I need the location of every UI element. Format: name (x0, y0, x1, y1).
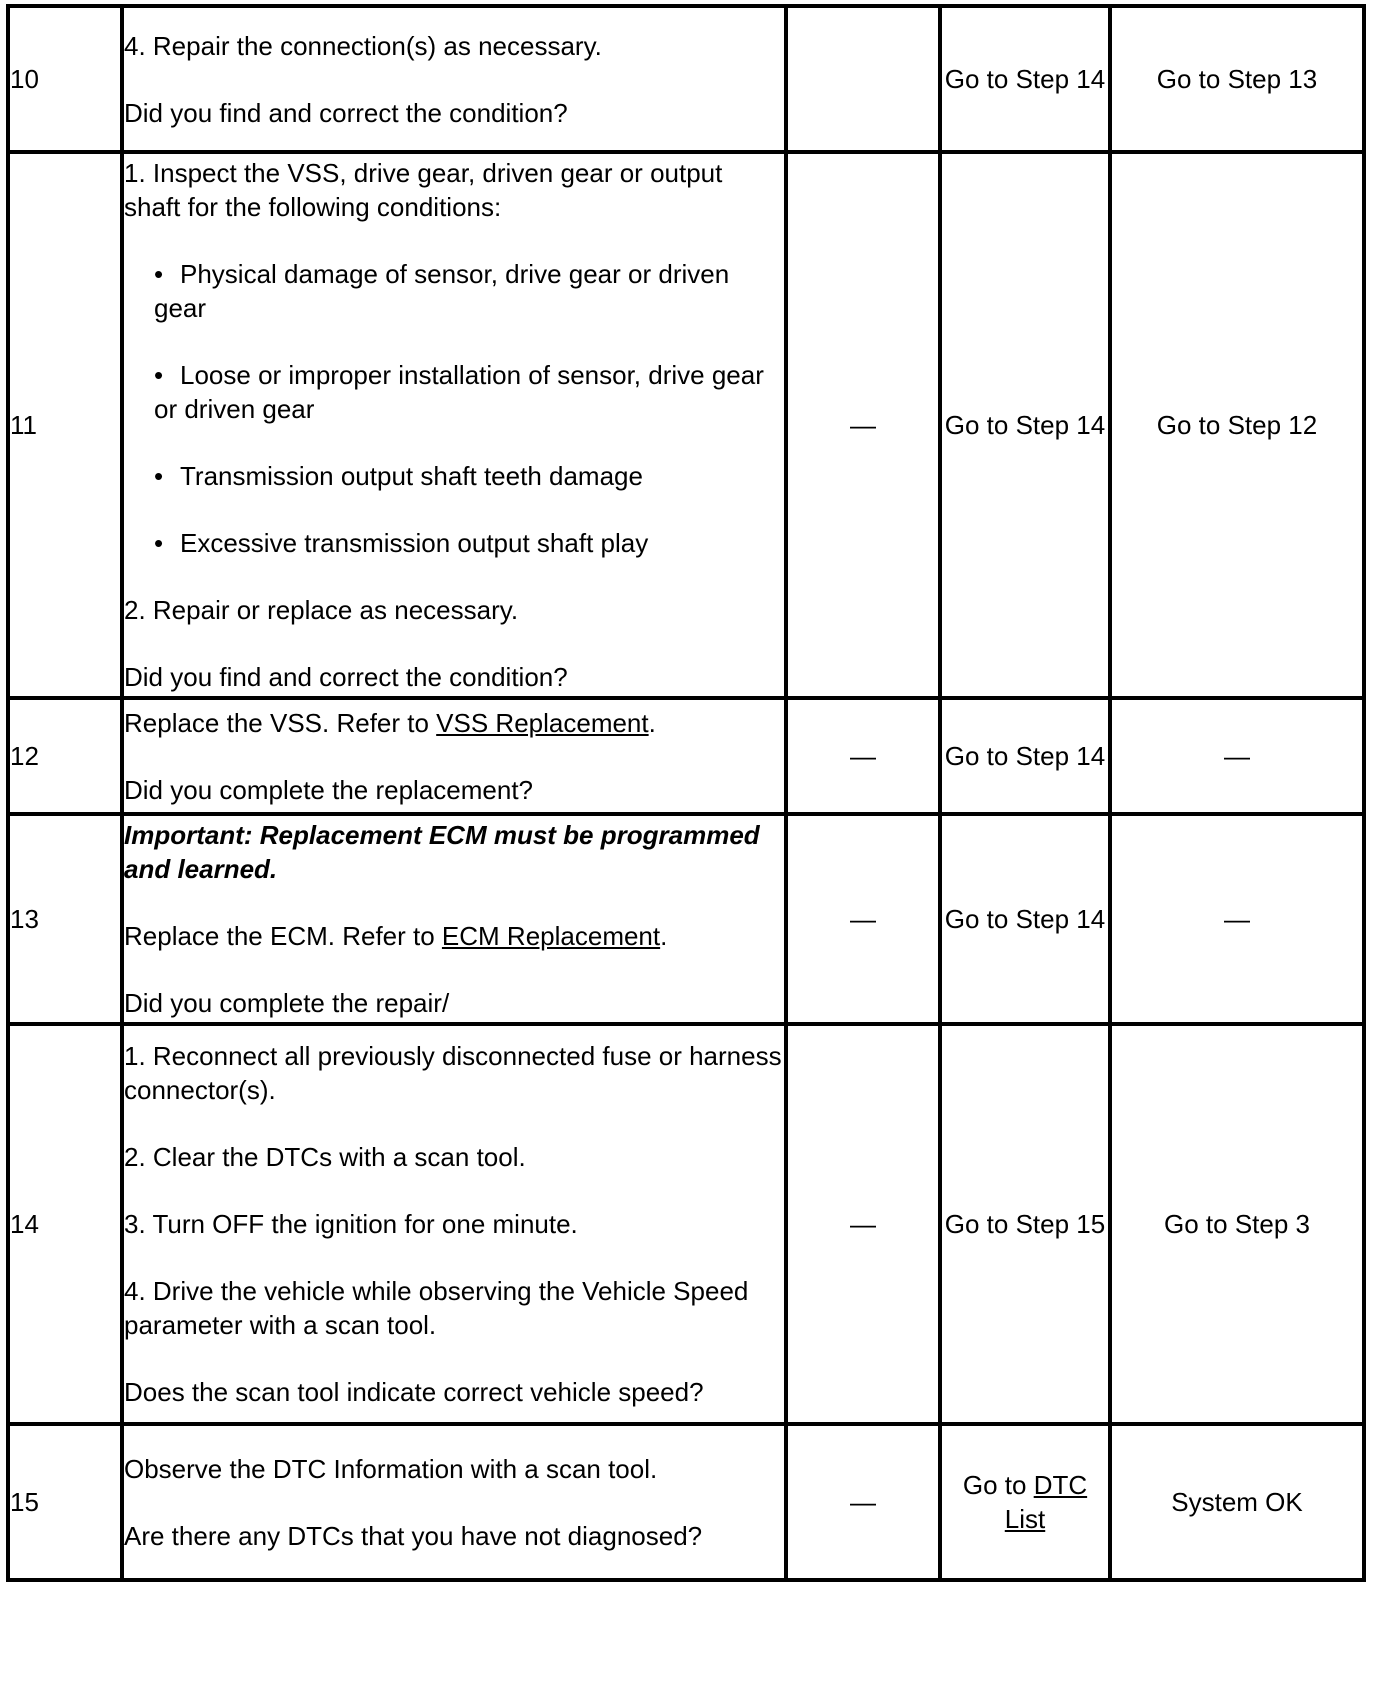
action-question: Did you find and correct the condition? (124, 662, 568, 692)
step-number: 15 (8, 1424, 122, 1580)
step-action (122, 1424, 786, 1580)
no-action: Go to Step 12 (1110, 152, 1364, 698)
action-text: Replace the ECM. Refer to ECM Replacement. (124, 921, 668, 951)
step-action (122, 698, 786, 814)
table-row (8, 1024, 1364, 1424)
no-action: System OK (1110, 1424, 1364, 1580)
no-action: — (1110, 698, 1364, 814)
condition-bullet: • Transmission output shaft teeth damage (154, 461, 643, 491)
action-question: Does the scan tool indicate correct vehicle speed? (124, 1377, 704, 1407)
no-action: — (1110, 814, 1364, 1024)
yes-action: Go to Step 14 (940, 6, 1110, 152)
dtc-list-link[interactable]: DTC List (1004, 1470, 1088, 1534)
action-text: 1. Reconnect all previously disconnected fuse or harness connector(s). (124, 1041, 782, 1105)
table-row (8, 1424, 1364, 1580)
bullet-icon: • (154, 528, 164, 558)
condition-bullet: • Loose or improper installation of sensor, drive gear or driven gear (154, 360, 764, 424)
table-row (8, 814, 1364, 1024)
step-number: 11 (8, 152, 122, 698)
important-note: Important: Replacement ECM must be programmed and learned. (124, 820, 760, 884)
action-text: 2. Clear the DTCs with a scan tool. (124, 1142, 526, 1172)
yes-action: Go to Step 15 (940, 1024, 1110, 1424)
bullet-icon: • (154, 461, 164, 491)
step-action (122, 814, 786, 1024)
step-action (122, 1024, 786, 1424)
bullet-icon: • (154, 259, 164, 289)
step-value: — (786, 698, 940, 814)
action-text: 4. Repair the connection(s) as necessary. (124, 30, 602, 61)
action-text: 1. Inspect the VSS, drive gear, driven gear or output shaft for the following conditions: (124, 158, 723, 222)
action-question: Did you complete the repair/ (124, 988, 450, 1018)
action-question: Are there any DTCs that you have not diagnosed? (124, 1520, 703, 1551)
table-row (8, 698, 1364, 814)
step-value: — (786, 1024, 940, 1424)
step-action (122, 6, 786, 152)
step-number: 12 (8, 698, 122, 814)
ecm-replacement-link[interactable]: ECM Replacement (441, 921, 661, 951)
action-text: Replace the VSS. Refer to VSS Replacement. (124, 707, 656, 738)
yes-action: Go to Step 14 (940, 698, 1110, 814)
table-row (8, 152, 1364, 698)
step-number: 14 (8, 1024, 122, 1424)
step-value: — (786, 152, 940, 698)
no-action: Go to Step 13 (1110, 6, 1364, 152)
action-text: 2. Repair or replace as necessary. (124, 595, 519, 625)
action-question: Did you complete the replacement? (124, 774, 534, 805)
action-question: Did you find and correct the condition? (124, 97, 568, 128)
condition-bullet: • Excessive transmission output shaft play (154, 528, 649, 558)
step-number: 13 (8, 814, 122, 1024)
condition-bullet: • Physical damage of sensor, drive gear or driven gear (154, 259, 730, 323)
yes-action: Go to Step 14 (940, 152, 1110, 698)
vss-replacement-link[interactable]: VSS Replacement (436, 707, 649, 738)
step-value (786, 6, 940, 152)
step-action (122, 152, 786, 698)
no-action: Go to Step 3 (1110, 1024, 1364, 1424)
action-text: 4. Drive the vehicle while observing the Vehicle Speed parameter with a scan tool. (124, 1276, 749, 1340)
yes-action: Go to DTC List (940, 1424, 1110, 1580)
yes-action: Go to Step 14 (940, 814, 1110, 1024)
step-value: — (786, 814, 940, 1024)
action-text: 3. Turn OFF the ignition for one minute. (124, 1209, 578, 1239)
step-value: — (786, 1424, 940, 1580)
diagnostic-steps-table (6, 4, 1366, 1582)
step-number: 10 (8, 6, 122, 152)
bullet-icon: • (154, 360, 164, 390)
action-text: Observe the DTC Information with a scan tool. (124, 1453, 658, 1484)
table-row (8, 6, 1364, 152)
